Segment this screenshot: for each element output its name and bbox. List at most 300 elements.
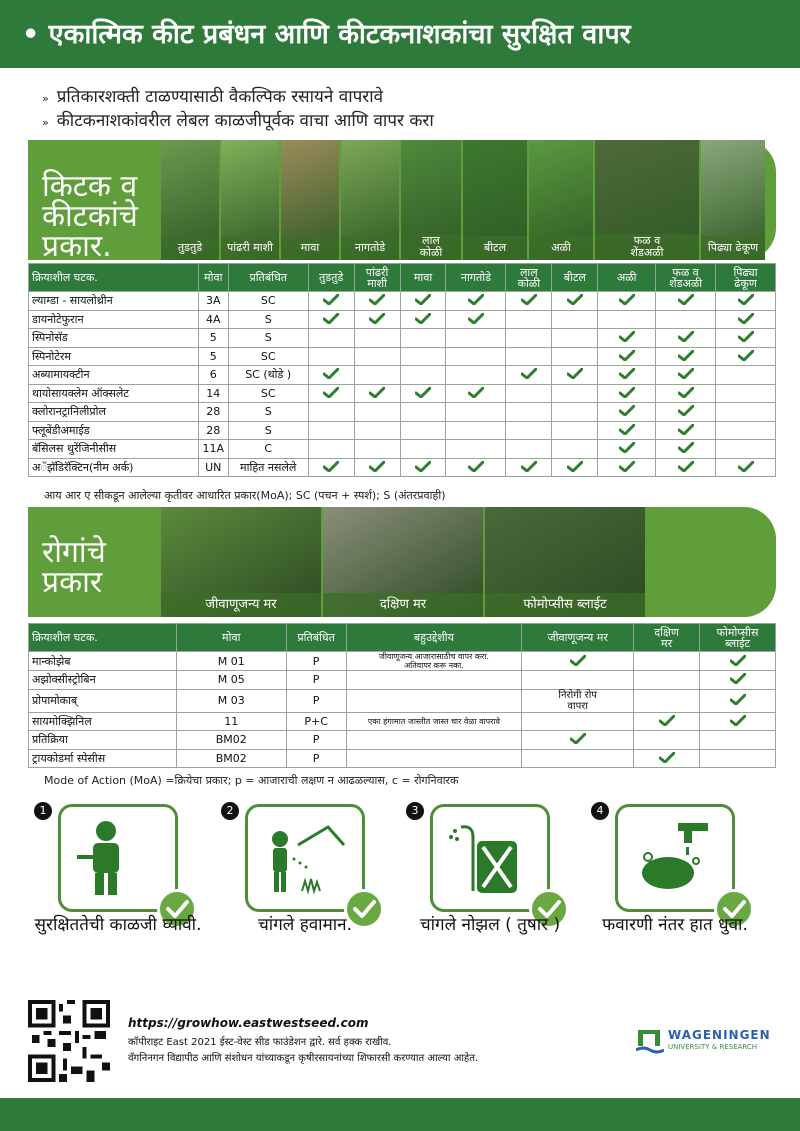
target-cell	[552, 366, 598, 385]
step-card	[615, 804, 735, 912]
fungicide-table	[28, 623, 776, 768]
target-cell	[308, 347, 354, 366]
target-cell	[354, 384, 400, 403]
check-icon	[678, 387, 694, 397]
active-ingredient: सायमोक्झिनिल	[29, 712, 177, 731]
check-icon	[415, 313, 431, 323]
target-cell	[354, 403, 400, 422]
target-cell	[634, 731, 700, 750]
target-cell	[522, 689, 634, 712]
target-cell	[598, 384, 656, 403]
target-cell	[598, 421, 656, 440]
moa-code: M 05	[176, 671, 286, 690]
target-cell	[656, 440, 716, 459]
insecticide-col-header: पांढरी माशी	[354, 264, 400, 292]
wageningen-logo	[636, 1028, 776, 1054]
pest-image-label: बीटल	[463, 236, 527, 260]
restriction: S	[228, 421, 308, 440]
pest-image-label: नागतोडे	[341, 236, 399, 260]
active-ingredient: थायोसायक्लेम ऑक्सलेट	[29, 384, 199, 403]
check-icon	[678, 331, 694, 341]
target-cell	[446, 310, 506, 329]
target-cell	[522, 731, 634, 750]
check-icon	[659, 715, 675, 725]
moa-code: 6	[198, 366, 228, 385]
moa-code: BM02	[176, 749, 286, 768]
check-icon	[521, 294, 537, 304]
pest-image	[281, 140, 339, 260]
insecticide-col-header: बीटल	[552, 264, 598, 292]
active-ingredient: प्रोपामोकाब्	[29, 689, 177, 712]
disease-image	[485, 507, 645, 617]
check-icon	[369, 313, 385, 323]
safety-steps	[0, 800, 800, 950]
insecticide-row	[29, 329, 776, 348]
target-cell	[634, 652, 700, 671]
step-caption: चांगले हवामान.	[258, 915, 352, 935]
target-cell	[656, 384, 716, 403]
check-icon	[738, 350, 754, 360]
target-cell	[354, 366, 400, 385]
target-cell	[446, 421, 506, 440]
pest-image-label: पांढरी माशी	[221, 236, 279, 260]
moa-code: 11	[176, 712, 286, 731]
target-cell	[308, 384, 354, 403]
logo-name: WAGENINGEN	[668, 1028, 771, 1042]
step-caption: चांगले नोझल ( तुषार )	[419, 915, 561, 935]
fungicide-col-header: दक्षिण मर	[634, 624, 700, 652]
target-cell	[598, 292, 656, 311]
fungicide-row	[29, 749, 776, 768]
bullet-mark: »	[42, 116, 49, 129]
restriction: S	[228, 403, 308, 422]
check-icon	[738, 461, 754, 471]
bullet-text: प्रतिकारशक्ती टाळण्यासाठी वैकल्पिक रसायने वापरावे	[56, 87, 384, 107]
target-cell	[634, 712, 700, 731]
multipurpose-note	[346, 689, 522, 712]
check-icon	[323, 387, 339, 397]
target-cell	[446, 292, 506, 311]
target-cell	[598, 440, 656, 459]
check-icon	[678, 405, 694, 415]
moa-code: M 03	[176, 689, 286, 712]
target-cell	[552, 347, 598, 366]
check-icon	[619, 424, 635, 434]
target-cell	[400, 329, 446, 348]
insecticide-col-header: मावा	[400, 264, 446, 292]
target-cell	[354, 440, 400, 459]
multipurpose-note	[346, 671, 522, 690]
active-ingredient: स्पिनोटेरम	[29, 347, 199, 366]
target-cell	[400, 292, 446, 311]
check-icon	[730, 655, 746, 665]
fungicide-row	[29, 731, 776, 750]
fungicide-col-header: मोवा	[176, 624, 286, 652]
check-icon	[369, 461, 385, 471]
target-cell	[552, 440, 598, 459]
target-cell	[446, 329, 506, 348]
step-number-badge: 1	[34, 802, 52, 820]
target-cell	[400, 403, 446, 422]
target-cell	[656, 366, 716, 385]
check-icon	[678, 461, 694, 471]
step-number-badge: 4	[591, 802, 609, 820]
target-cell	[716, 421, 776, 440]
target-cell	[308, 292, 354, 311]
target-cell	[656, 329, 716, 348]
check-icon	[521, 368, 537, 378]
insecticide-footnote: आय आर ए सीकडून आलेल्या कृतीवर आधारित प्रकार(MoA); SC (पचन + स्पर्श); S (अंतरप्रवाही)	[44, 489, 446, 502]
target-cell	[354, 329, 400, 348]
pest-image	[595, 140, 699, 260]
check-icon	[678, 442, 694, 452]
target-cell	[634, 749, 700, 768]
insecticide-col-header: प्रतिबंधित	[228, 264, 308, 292]
target-cell	[354, 421, 400, 440]
moa-code: 3A	[198, 292, 228, 311]
target-cell	[522, 749, 634, 768]
restriction: S	[228, 329, 308, 348]
target-cell	[656, 458, 716, 477]
target-cell	[552, 310, 598, 329]
check-icon	[619, 368, 635, 378]
fungicide-table-header	[29, 624, 776, 652]
step-number-badge: 2	[221, 802, 239, 820]
moa-code: 14	[198, 384, 228, 403]
check-icon	[567, 294, 583, 304]
moa-code: 28	[198, 421, 228, 440]
insecticide-col-header: क्रियाशील घटक.	[29, 264, 199, 292]
target-cell	[400, 366, 446, 385]
target-cell	[598, 458, 656, 477]
target-cell	[552, 421, 598, 440]
target-cell	[716, 458, 776, 477]
target-cell	[598, 329, 656, 348]
target-cell	[400, 440, 446, 459]
target-cell	[716, 384, 776, 403]
active-ingredient: क्लोरानट्रानिलीप्रोल	[29, 403, 199, 422]
bullet-mark: »	[42, 92, 49, 105]
target-cell	[634, 671, 700, 690]
hand-wash-icon	[628, 817, 718, 901]
target-cell	[700, 731, 776, 750]
check-icon	[619, 387, 635, 397]
active-ingredient: अॅझॅडिरॅक्टिन(नीम अर्क)	[29, 458, 199, 477]
pest-image	[221, 140, 279, 260]
check-icon	[659, 752, 675, 762]
insecticide-row	[29, 384, 776, 403]
fungicide-col-header: क्रियाशील घटक.	[29, 624, 177, 652]
check-icon	[619, 294, 635, 304]
disease-image-label: जीवाणूजन्य मर	[161, 593, 321, 617]
moa-code: 28	[198, 403, 228, 422]
active-ingredient: फ्लूबेंडीअमाईड	[29, 421, 199, 440]
target-cell	[308, 366, 354, 385]
check-icon	[570, 655, 586, 665]
target-cell	[308, 458, 354, 477]
moa-code: UN	[198, 458, 228, 477]
multipurpose-note	[346, 731, 522, 750]
insecticide-row	[29, 458, 776, 477]
moa-code: 11A	[198, 440, 228, 459]
target-cell	[522, 671, 634, 690]
target-cell	[598, 310, 656, 329]
healthy-seedling-note: निरोगी रोप वापरा	[558, 689, 597, 712]
website-link[interactable]: https://growhow.eastwestseed.com	[128, 1016, 369, 1030]
check-icon	[738, 294, 754, 304]
bullet-alternate-chemicals	[42, 84, 383, 107]
check-icon	[468, 294, 484, 304]
insecticide-col-header: फळ व शेंडअळी	[656, 264, 716, 292]
target-cell	[716, 329, 776, 348]
target-cell	[506, 310, 552, 329]
pest-image	[529, 140, 593, 260]
pest-image	[341, 140, 399, 260]
pest-image-label: लाल कोळी	[401, 234, 461, 260]
disease-image	[323, 507, 483, 617]
target-cell	[552, 292, 598, 311]
active-ingredient: बॅसिलस थुरेंजिनीसीस	[29, 440, 199, 459]
pest-image-label: तुडतुडे	[161, 236, 219, 260]
check-icon	[619, 442, 635, 452]
logo-sub: UNIVERSITY & RESEARCH	[668, 1043, 758, 1051]
weather-icon	[258, 817, 348, 901]
pest-image-label: अळी	[529, 236, 593, 260]
check-icon	[730, 715, 746, 725]
target-cell	[656, 310, 716, 329]
step-caption: फवारणी नंतर हात धुवा.	[602, 915, 748, 935]
multipurpose-note: एका हंगामात जास्तीत जास्त चार वेळा वापरावे	[346, 712, 522, 731]
active-ingredient: डायनोटेफुरान	[29, 310, 199, 329]
check-icon	[619, 331, 635, 341]
target-cell	[506, 347, 552, 366]
fungicide-col-header: जीवाणूजन्य मर	[522, 624, 634, 652]
check-icon	[323, 294, 339, 304]
check-icon	[678, 368, 694, 378]
target-cell	[598, 403, 656, 422]
restriction: P	[286, 749, 346, 768]
target-cell	[700, 712, 776, 731]
target-cell	[656, 347, 716, 366]
insecticide-col-header: मोवा	[198, 264, 228, 292]
multipurpose-note: जीवाणूजन्य आजारासाठीच वापर करा. अतिवापर करू नका.	[346, 652, 522, 671]
moa-code: 4A	[198, 310, 228, 329]
pest-image-label: मावा	[281, 236, 339, 260]
target-cell	[656, 421, 716, 440]
target-cell	[522, 712, 634, 731]
disease-image-label: दक्षिण मर	[323, 593, 483, 617]
target-cell	[716, 292, 776, 311]
step-card	[430, 804, 550, 912]
check-icon	[738, 313, 754, 323]
target-cell	[354, 292, 400, 311]
target-cell	[552, 403, 598, 422]
target-cell	[656, 292, 716, 311]
step-card	[58, 804, 178, 912]
check-icon	[570, 733, 586, 743]
restriction: माहित नसलेले	[228, 458, 308, 477]
check-icon	[369, 387, 385, 397]
moa-code: 5	[198, 329, 228, 348]
check-icon	[678, 424, 694, 434]
target-cell	[522, 652, 634, 671]
check-icon	[415, 294, 431, 304]
insecticide-col-header: लाल कोळी	[506, 264, 552, 292]
restriction: P	[286, 652, 346, 671]
target-cell	[400, 384, 446, 403]
insecticide-row	[29, 347, 776, 366]
wageningen-logo-icon	[636, 1028, 664, 1054]
pest-image-strip	[161, 140, 776, 260]
target-cell	[308, 421, 354, 440]
target-cell	[716, 403, 776, 422]
check-icon	[567, 368, 583, 378]
nozzle-icon	[443, 817, 533, 901]
disease-section-title: रोगांचे प्रकार	[42, 535, 106, 600]
insecticide-row	[29, 421, 776, 440]
active-ingredient: ल्याम्डा - सायलोथ्रीन	[29, 292, 199, 311]
target-cell	[354, 458, 400, 477]
check-icon	[738, 331, 754, 341]
insecticide-row	[29, 440, 776, 459]
step-card	[245, 804, 365, 912]
restriction: S	[228, 310, 308, 329]
insecticide-col-header: तुडतुडे	[308, 264, 354, 292]
target-cell	[400, 310, 446, 329]
target-cell	[552, 458, 598, 477]
fungicide-row	[29, 671, 776, 690]
restriction: SC	[228, 347, 308, 366]
target-cell	[446, 347, 506, 366]
insecticide-row	[29, 366, 776, 385]
check-icon	[323, 461, 339, 471]
target-cell	[634, 689, 700, 712]
target-cell	[552, 384, 598, 403]
fungicide-row	[29, 652, 776, 671]
check-icon	[521, 461, 537, 471]
target-cell	[308, 403, 354, 422]
fungicide-col-header: फोमोप्सीस ब्लाईट	[700, 624, 776, 652]
insecticide-col-header: अळी	[598, 264, 656, 292]
active-ingredient: प्रतिक्रिया	[29, 731, 177, 750]
target-cell	[400, 347, 446, 366]
check-icon	[468, 387, 484, 397]
target-cell	[506, 458, 552, 477]
check-icon	[619, 405, 635, 415]
pest-image-label: फळ व शेंडअळी	[595, 234, 699, 260]
insecticide-table-header	[29, 264, 776, 292]
insecticide-col-header: नागतोडे	[446, 264, 506, 292]
restriction: P	[286, 731, 346, 750]
insecticide-row	[29, 403, 776, 422]
target-cell	[506, 403, 552, 422]
target-cell	[552, 329, 598, 348]
check-icon	[369, 294, 385, 304]
fungicide-footnote: Mode of Action (MoA) =क्रियेचा प्रकार; p = आजाराची लक्षण न आढळल्यास, c = रोगनिवारक	[44, 774, 459, 787]
check-icon	[415, 387, 431, 397]
pest-section-title: किटक व कीटकांचे प्रकार.	[42, 169, 138, 264]
target-cell	[506, 292, 552, 311]
target-cell	[400, 458, 446, 477]
target-cell	[700, 671, 776, 690]
target-cell	[354, 310, 400, 329]
restriction: SC	[228, 384, 308, 403]
bullet-read-label	[42, 108, 434, 131]
restriction: P+C	[286, 712, 346, 731]
target-cell	[446, 458, 506, 477]
check-icon	[415, 461, 431, 471]
target-cell	[308, 310, 354, 329]
check-icon	[730, 694, 746, 704]
bullet-text: कीटकनाशकांवरील लेबल काळजीपूर्वक वाचा आणि वापर करा	[56, 111, 434, 131]
target-cell	[446, 403, 506, 422]
pest-image	[401, 140, 461, 260]
target-cell	[700, 689, 776, 712]
check-icon	[619, 350, 635, 360]
fungicide-row	[29, 689, 776, 712]
target-cell	[506, 421, 552, 440]
credit-text: वॅगनिनगन विद्यापीठ आणि संशोधन यांच्याकडून कृषीरसायनांच्या शिफारसी करण्यात आल्या आहेत.	[128, 1053, 479, 1064]
qr-code	[28, 1000, 110, 1082]
check-icon	[678, 294, 694, 304]
target-cell	[446, 384, 506, 403]
page-title: • एकात्मिक कीट प्रबंधन आणि कीटकनाशकांचा सुरक्षित वापर	[22, 19, 631, 50]
moa-code: BM02	[176, 731, 286, 750]
protective-suit-icon	[71, 817, 141, 901]
target-cell	[506, 384, 552, 403]
insecticide-col-header: पिढ्या ढेकूण	[716, 264, 776, 292]
restriction: SC	[228, 292, 308, 311]
target-cell	[506, 440, 552, 459]
check-icon	[619, 461, 635, 471]
active-ingredient: ट्रायकोडर्मा स्पेसीस	[29, 749, 177, 768]
target-cell	[700, 749, 776, 768]
target-cell	[506, 329, 552, 348]
step-number-badge: 3	[406, 802, 424, 820]
check-icon	[567, 461, 583, 471]
active-ingredient: अब्यामायक्टीन	[29, 366, 199, 385]
pest-image	[701, 140, 765, 260]
check-icon	[730, 673, 746, 683]
check-icon	[468, 461, 484, 471]
target-cell	[700, 652, 776, 671]
fungicide-col-header: बहुउद्देशीय	[346, 624, 522, 652]
insecticide-row	[29, 310, 776, 329]
pest-image-label: पिढ्या ढेकूण	[701, 236, 765, 260]
restriction: P	[286, 671, 346, 690]
active-ingredient: स्पिनोसॅड	[29, 329, 199, 348]
target-cell	[446, 366, 506, 385]
pest-image	[161, 140, 219, 260]
target-cell	[354, 347, 400, 366]
disease-image	[161, 507, 321, 617]
target-cell	[400, 421, 446, 440]
target-cell	[716, 310, 776, 329]
check-icon	[323, 368, 339, 378]
target-cell	[716, 440, 776, 459]
step-caption: सुरक्षिततेची काळजी घ्यावी.	[34, 915, 202, 935]
disease-image-label: फोमोप्सीस ब्लाईट	[485, 593, 645, 617]
target-cell	[446, 440, 506, 459]
check-icon	[323, 313, 339, 323]
target-cell	[716, 366, 776, 385]
active-ingredient: अझोक्सीस्ट्रोबिन	[29, 671, 177, 690]
copyright-text: कॉपीराइट East 2021 ईस्ट-वेस्ट सीड फाउंडेशन द्वारे. सर्व हक्क राखीव.	[128, 1037, 392, 1048]
insecticide-row	[29, 292, 776, 311]
disease-image-strip	[161, 507, 651, 617]
target-cell	[598, 347, 656, 366]
restriction: SC (थोडे )	[228, 366, 308, 385]
